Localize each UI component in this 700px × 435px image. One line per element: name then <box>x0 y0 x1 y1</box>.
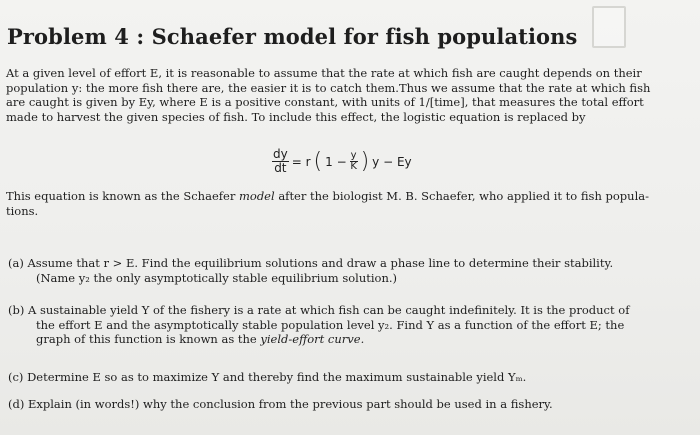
y-over-k-fraction <box>350 151 358 172</box>
derivative-denominator: dt <box>274 161 287 175</box>
after-equation-paragraph <box>6 189 688 218</box>
intro-line: are caught is given by Ey, where E is a positive constant, with units of 1/[time], that measures the total effort <box>6 95 644 109</box>
close-paren: ) <box>360 148 370 174</box>
text-run: graph of this function is known as the <box>36 332 261 346</box>
after-equation-line: tions. <box>6 203 39 218</box>
intro-line: population y: the more fish there are, the easier it is to catch them.Thus we assume that the rate at which fish <box>6 80 651 95</box>
part-line: (a) Assume that r > E. Find the equilibrium solutions and draw a phase line to determine their stability. <box>8 256 614 270</box>
part-b <box>8 303 692 347</box>
intro-line: At a given level of effort E, it is reasonable to assume that the rate at which fish are caught depends on their <box>6 66 642 80</box>
bookmark-icon[interactable] <box>592 6 626 48</box>
part-line <box>8 332 692 347</box>
one-minus: 1 − <box>325 154 347 169</box>
equals-r: = r <box>291 154 311 169</box>
text-run: after the biologist M. B. Schaefer, who applied it to fish popula- <box>274 189 649 203</box>
part-line: (b) A sustainable yield Y of the fishery is a rate at which fish can be caught indefinitely. It is the product of <box>8 303 630 317</box>
part-a <box>8 256 692 285</box>
intro-line: made to harvest the given species of fish. To include this effect, the logistic equation is replaced by <box>6 109 586 124</box>
open-paren: ( <box>313 148 323 174</box>
derivative-numerator: dy <box>273 147 288 161</box>
y-numerator: y <box>350 150 357 161</box>
part-line: the effort E and the asymptotically stable population level y₂. Find Y as a function of the effort E; the <box>36 317 625 332</box>
part-line: (c) Determine E so as to maximize Y and thereby find the maximum sustainable yield Yₘ. <box>8 370 527 384</box>
part-line: (Name y₂ the only asymptotically stable equilibrium solution.) <box>36 270 398 285</box>
after-equation-line <box>6 189 688 204</box>
part-d <box>8 397 692 412</box>
problem-title: Problem 4 : Schaefer model for fish populations <box>7 24 578 49</box>
schaefer-equation <box>272 148 412 175</box>
k-denominator: K <box>350 161 357 172</box>
emphasis-model: model <box>238 189 275 203</box>
text-run: This equation is known as the Schaefer <box>6 189 239 203</box>
part-c <box>8 370 692 385</box>
equation-tail: y − Ey <box>372 154 412 169</box>
intro-paragraph <box>6 66 688 124</box>
part-line: (d) Explain (in words!) why the conclusion from the previous part should be used in a fishery. <box>8 397 553 411</box>
emphasis-yield-effort: yield-effort curve. <box>260 332 365 346</box>
derivative-fraction <box>272 148 289 175</box>
